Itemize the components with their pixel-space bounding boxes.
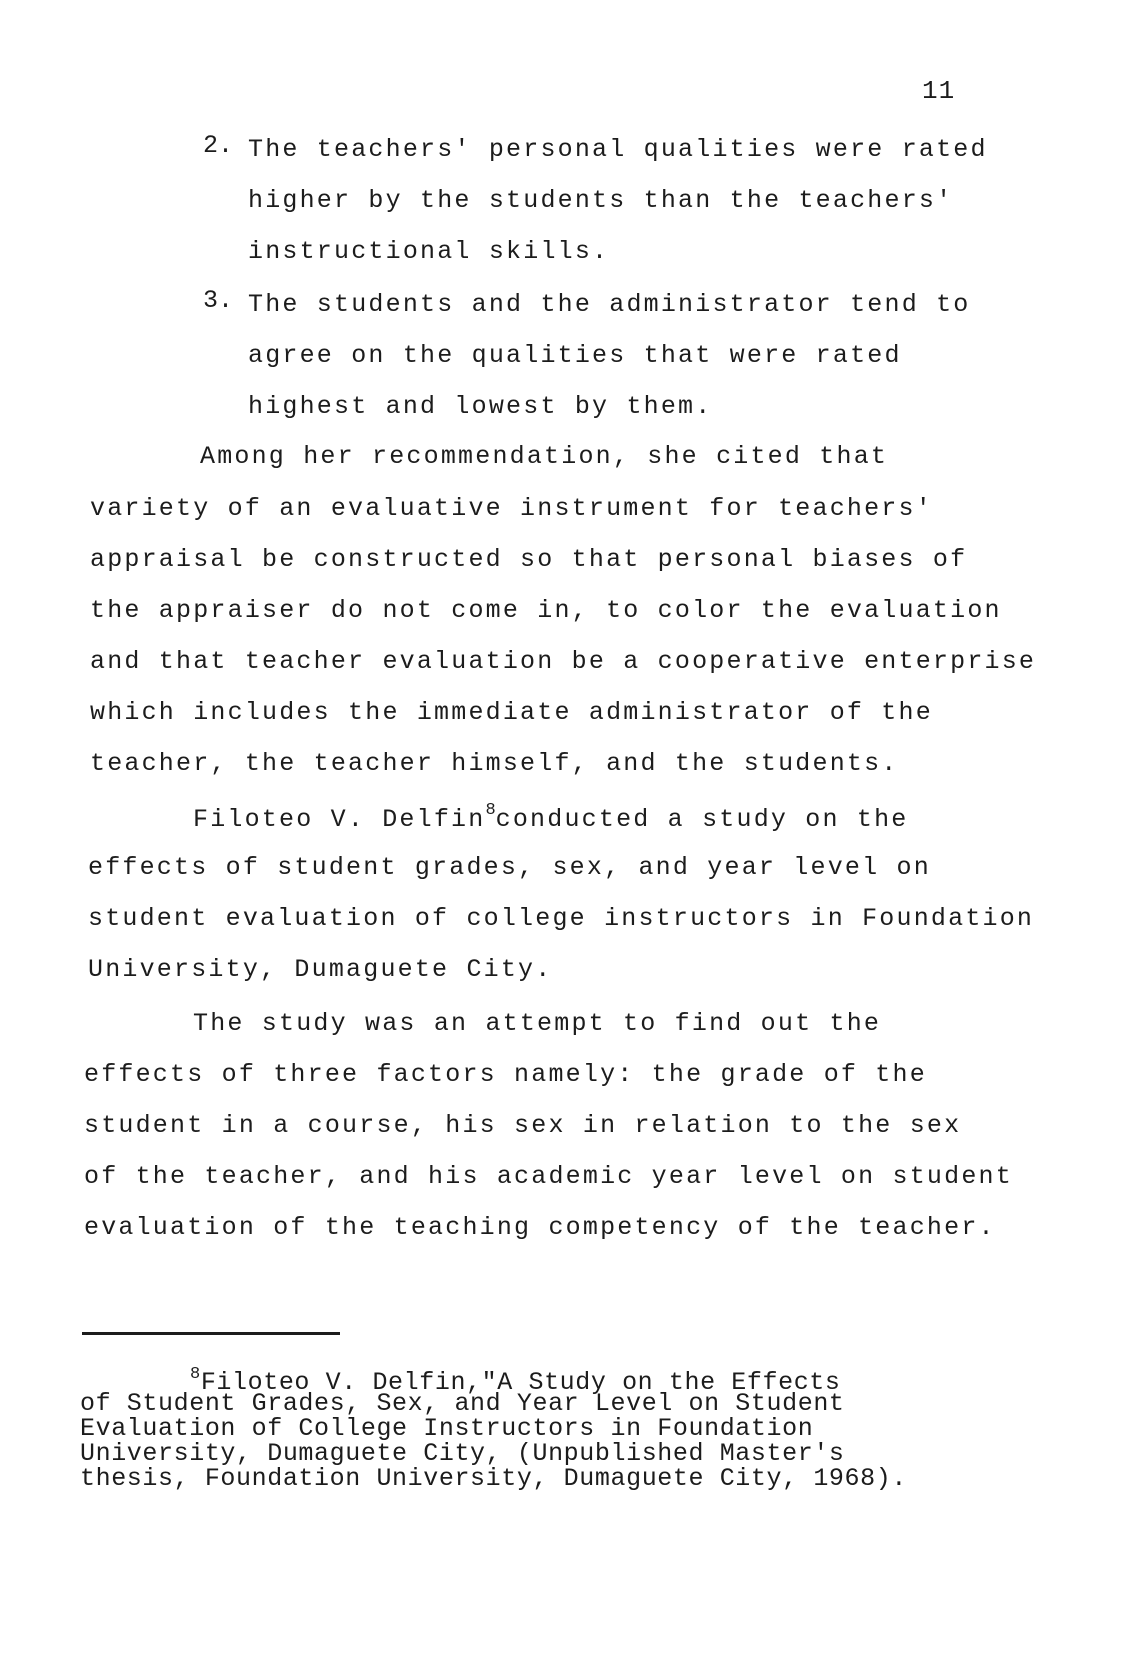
page-number: 11	[922, 76, 956, 106]
footnote-mark: 8	[190, 1365, 201, 1384]
footnote-line: of Student Grades, Sex, and Year Level on Student	[80, 1389, 845, 1418]
paragraph-line: student evaluation of college instructors in Foundation	[88, 904, 1035, 933]
finding-text-line: instructional skills.	[248, 237, 610, 266]
author-name: Filoteo V. Delfin	[193, 805, 486, 834]
paragraph-line: Among her recommendation, she cited that	[200, 442, 889, 471]
paragraph-line: The study was an attempt to find out the	[193, 1009, 882, 1038]
footnote-line: thesis, Foundation University, Dumaguete City, 1968).	[80, 1464, 907, 1493]
paragraph-line: and that teacher evaluation be a cooperative enterprise	[90, 647, 1037, 676]
finding-text-line: The teachers' personal qualities were rated	[248, 135, 988, 164]
footnote-line: Evaluation of College Instructors in Foundation	[80, 1414, 814, 1443]
paragraph-line: of the teacher, and his academic year level on student	[84, 1162, 1013, 1191]
finding-text-line: higher by the students than the teachers'	[248, 186, 954, 215]
paragraph-line: evaluation of the teaching competency of the teacher.	[84, 1213, 996, 1242]
paragraph-line: University, Dumaguete City.	[88, 955, 553, 984]
paragraph-line: appraisal be constructed so that personal biases of	[90, 545, 968, 574]
paragraph-text: conducted a study on the	[495, 805, 909, 834]
finding-text-line: agree on the qualities that were rated	[248, 341, 902, 370]
paragraph-line: which includes the immediate administrator of the	[90, 698, 933, 727]
paragraph-line	[193, 802, 909, 832]
paragraph-line: the appraiser do not come in, to color the evaluation	[90, 596, 1002, 625]
paragraph-line: variety of an evaluative instrument for teachers'	[90, 494, 933, 523]
finding-text-line: The students and the administrator tend to	[248, 290, 971, 319]
footnote-line: University, Dumaguete City, (Unpublished Master's	[80, 1439, 845, 1468]
paragraph-line: effects of three factors namely: the grade of the	[84, 1060, 927, 1089]
paragraph-line: teacher, the teacher himself, and the students.	[90, 749, 899, 778]
finding-number: 3.	[203, 286, 234, 315]
footnote-divider	[82, 1332, 340, 1335]
paragraph-line: student in a course, his sex in relation to the sex	[84, 1111, 962, 1140]
finding-number: 2.	[203, 131, 234, 160]
footnote-text: Filoteo V. Delfin,"A Study on the Effects	[200, 1368, 841, 1397]
paragraph-line: effects of student grades, sex, and year level on	[88, 853, 931, 882]
finding-text-line: highest and lowest by them.	[248, 392, 713, 421]
footnote-reference: 8	[485, 801, 496, 820]
